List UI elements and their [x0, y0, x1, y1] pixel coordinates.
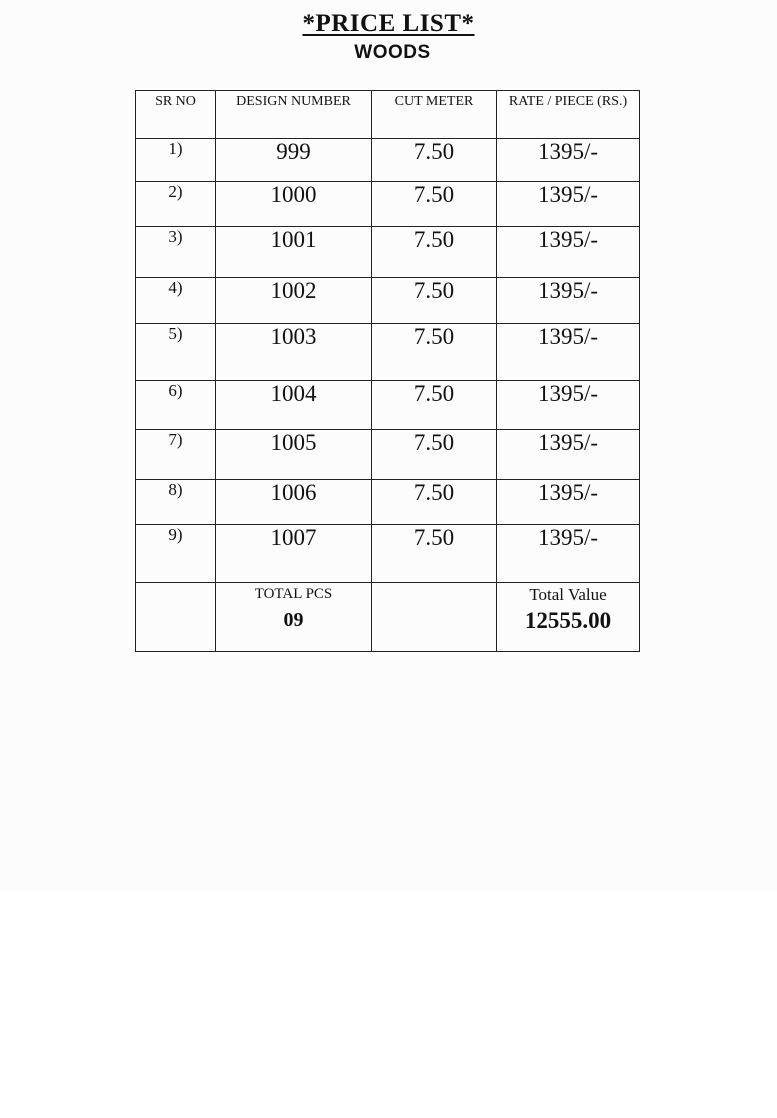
- header-sr-no: SR NO: [136, 91, 216, 139]
- empty-cell: [372, 583, 497, 652]
- design-cell: 1007: [216, 525, 372, 583]
- sr-cell: 6): [136, 381, 216, 430]
- total-pcs-cell: [216, 583, 372, 652]
- cut-cell: 7.50: [372, 480, 497, 525]
- cut-cell: 7.50: [372, 381, 497, 430]
- total-value-cell: [497, 583, 640, 652]
- design-cell: 1005: [216, 430, 372, 480]
- design-cell: 999: [216, 139, 372, 182]
- total-row: [136, 583, 640, 652]
- table-row: [136, 182, 640, 227]
- design-cell: 1003: [216, 324, 372, 381]
- total-value-label: Total Value: [529, 585, 607, 604]
- sr-cell: 5): [136, 324, 216, 381]
- table-row: [136, 381, 640, 430]
- rate-cell: 1395/-: [497, 430, 640, 480]
- table-row: [136, 139, 640, 182]
- rate-cell: 1395/-: [497, 480, 640, 525]
- design-cell: 1002: [216, 278, 372, 324]
- price-table: [135, 90, 640, 652]
- sr-cell: 8): [136, 480, 216, 525]
- header-design-number: DESIGN NUMBER: [216, 91, 372, 139]
- table-row: [136, 278, 640, 324]
- rate-cell: 1395/-: [497, 381, 640, 430]
- sr-cell: 9): [136, 525, 216, 583]
- cut-cell: 7.50: [372, 278, 497, 324]
- header-cut-meter: CUT METER: [372, 91, 497, 139]
- title-text: *PRICE LIST*: [302, 10, 475, 37]
- rate-cell: 1395/-: [497, 324, 640, 381]
- sr-cell: 1): [136, 139, 216, 182]
- header-row: [136, 91, 640, 139]
- table-row: [136, 430, 640, 480]
- rate-cell: 1395/-: [497, 182, 640, 227]
- design-cell: 1001: [216, 227, 372, 278]
- cut-cell: 7.50: [372, 430, 497, 480]
- cut-cell: 7.50: [372, 182, 497, 227]
- table-row: [136, 227, 640, 278]
- rate-cell: 1395/-: [497, 278, 640, 324]
- sr-cell: 3): [136, 227, 216, 278]
- table-row: [136, 525, 640, 583]
- cut-cell: 7.50: [372, 139, 497, 182]
- page-subtitle: WOODS: [354, 42, 431, 63]
- page-title: [0, 10, 777, 38]
- table-row: [136, 480, 640, 525]
- sr-cell: 7): [136, 430, 216, 480]
- rate-cell: 1395/-: [497, 525, 640, 583]
- design-cell: 1000: [216, 182, 372, 227]
- empty-cell: [136, 583, 216, 652]
- total-pcs-label: TOTAL PCS: [254, 586, 333, 602]
- rate-cell: 1395/-: [497, 139, 640, 182]
- header-rate-per-piece: RATE / PIECE (RS.): [497, 91, 640, 139]
- rate-cell: 1395/-: [497, 227, 640, 278]
- table-row: [136, 324, 640, 381]
- sr-cell: 2): [136, 182, 216, 227]
- cut-cell: 7.50: [372, 525, 497, 583]
- total-pcs-value: 09: [283, 609, 304, 631]
- cut-cell: 7.50: [372, 324, 497, 381]
- sr-cell: 4): [136, 278, 216, 324]
- cut-cell: 7.50: [372, 227, 497, 278]
- total-value-amount: 12555.00: [524, 608, 612, 633]
- design-cell: 1004: [216, 381, 372, 430]
- design-cell: 1006: [216, 480, 372, 525]
